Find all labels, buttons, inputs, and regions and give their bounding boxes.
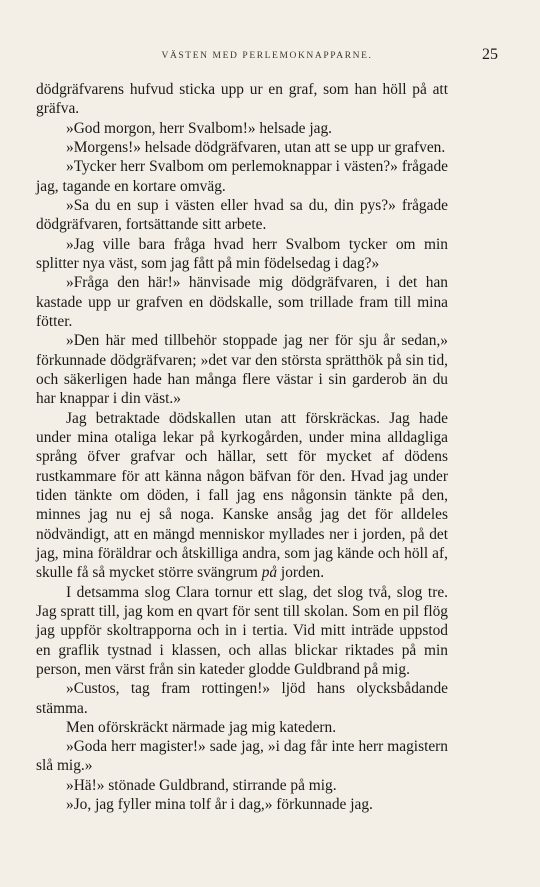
paragraph: »Jo, jag fyller mina tolf år i dag,» förkunnade jag. bbox=[66, 796, 373, 814]
emphasized-word: på bbox=[261, 564, 278, 582]
paragraph: »Tycker herr Svalbom om perlemoknappar i västen?» frågade jag, tagande en kortare omväg. bbox=[36, 158, 448, 195]
paragraph: »Fråga den här!» hänvisade mig dödgräfvaren, i det han kastade upp ur grafven en dödskalle, som trillade fram till mina fötter. bbox=[36, 274, 448, 330]
paragraph: »Jag ville bara fråga hvad herr Svalbom tycker om min splitter nya väst, som jag fått på min födelsedag i dag?» bbox=[36, 235, 448, 272]
paragraph: dödgräfvarens hufvud sticka upp ur en graf, som han höll på att gräfva. bbox=[36, 81, 448, 118]
paragraph: »Sa du en sup i västen eller hvad sa du, din pys?» frågade dödgräfvaren, fortsättande sitt arbete. bbox=[36, 196, 448, 234]
paragraph-tail: jorden. bbox=[277, 564, 325, 582]
paragraph: »Custos, tag fram rottingen!» ljöd hans olycksbådande stämma. bbox=[36, 680, 448, 717]
paragraph: »Hä!» stönade Guldbrand, stirrande på mig. bbox=[66, 776, 337, 794]
paragraph: »Den här med tillbehör stoppade jag ner för sju år sedan,» förkunnade dödgräfvaren; »det var den största sprätthök på sin tid, och säkerligen hade han många flere västar i sin garderob än du har knappar i din väst.» bbox=[36, 332, 448, 408]
paragraph: »Goda herr magister!» sade jag, »i dag får inte herr magistern slå mig.» bbox=[36, 738, 448, 775]
page-header bbox=[36, 46, 498, 68]
running-head: VÄSTEN MED PERLEMOKNAPPARNE. bbox=[161, 51, 373, 61]
paragraph: »Morgens!» helsade dödgräfvaren, utan att se upp ur grafven. bbox=[66, 138, 446, 156]
paragraph: »God morgon, herr Svalbom!» helsade jag. bbox=[66, 119, 333, 137]
paragraph: Men oförskräckt närmade jag mig katedern. bbox=[66, 718, 337, 736]
body-text bbox=[36, 80, 448, 814]
paragraph-text: Jag betraktade dödskallen utan att förskräckas. Jag hade under mina otaliga lekar på kyrkogården, under mina alldagliga språng öfver grafvar och hällar, sett för mycket af dödens rustkammare för att känna någon bäfvan för den. Hvad jag under tiden tänkte om döden, i fall jag ens någonsin tänkte på den, minnes jag nu ej så noga. Kanske ansåg jag det för alldeles nödvändigt, att en mängd menniskor myllades ner i jorden, på det jag, mina föräldrar och åtskilliga andra, som jag kände och höll af, skulle få så mycket större svängrum bbox=[36, 409, 448, 582]
page-number: 25 bbox=[482, 46, 498, 63]
paragraph bbox=[36, 409, 448, 583]
paragraph: I detsamma slog Clara tornur ett slag, det slog två, slog tre. Jag spratt till, jag kom en qvart för sent till skolan. Som en pil flög jag uppför skoltrapporna och in i tertia. Vid mitt inträde uppstod en graflik tystnad i klassen, och allas blickar riktades på min person, men värst från sin kateder glodde Guldbrand på mig. bbox=[36, 583, 448, 678]
